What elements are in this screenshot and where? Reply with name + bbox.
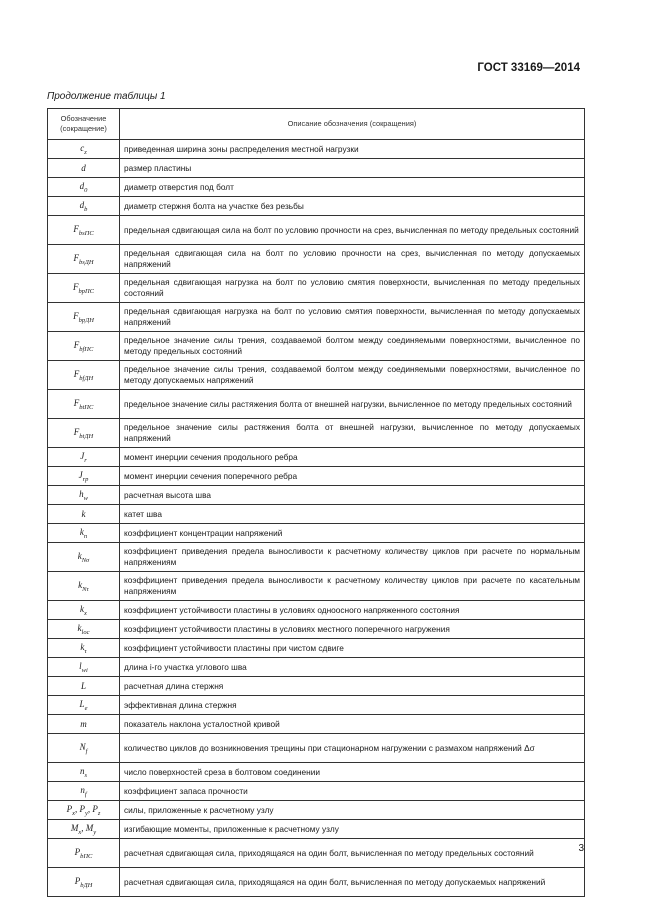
table-row (48, 715, 585, 734)
description-cell: коэффициент устойчивости пластины при чистом сдвиге (120, 639, 585, 658)
description-cell: коэффициент запаса прочности (120, 782, 585, 801)
document-code: ГОСТ 33169—2014 (477, 62, 580, 74)
description-cell: расчетная сдвигающая сила, приходящаяся на один болт, вычисленная по методу предельных состояний (120, 839, 585, 868)
table-row (48, 390, 585, 419)
symbol-cell: $F_{btДН}$ (48, 419, 120, 448)
description-cell: коэффициент приведения предела выносливости к расчетному количеству циклов при расчете по нормальным напряжениям (120, 543, 585, 572)
symbol-cell: $P_x$, $P_y$, $P_z$ (48, 801, 120, 820)
symbol-cell: $k_{loc}$ (48, 620, 120, 639)
description-cell: число поверхностей среза в болтовом соединении (120, 763, 585, 782)
description-cell: размер пластины (120, 159, 585, 178)
description-cell: расчетная высота шва (120, 486, 585, 505)
table-row (48, 486, 585, 505)
description-cell: предельное значение силы растяжения болта от внешней нагрузки, вычисленное по методу допускаемых напряжений (120, 419, 585, 448)
symbol-cell: $F_{btПС}$ (48, 390, 120, 419)
table-row (48, 696, 585, 715)
symbol-cell: $l_{wi}$ (48, 658, 120, 677)
table-row (48, 140, 585, 159)
symbol-cell: $k_{N\sigma}$ (48, 543, 120, 572)
description-cell: диаметр отверстия под болт (120, 178, 585, 197)
description-cell: предельная сдвигающая нагрузка на болт по условию смятия поверхности, вычисленная по методу допускаемых напряжений (120, 303, 585, 332)
symbol-cell: $F_{bpПС}$ (48, 274, 120, 303)
symbol-cell: L (48, 677, 120, 696)
table-row (48, 197, 585, 216)
table-row (48, 677, 585, 696)
description-cell: предельная сдвигающая сила на болт по условию прочности на срез, вычисленная по методу допускаемых напряжений (120, 245, 585, 274)
table-row (48, 467, 585, 486)
description-cell: коэффициент концентрации напряжений (120, 524, 585, 543)
symbol-cell: $n_s$ (48, 763, 120, 782)
table-row (48, 216, 585, 245)
table-row (48, 820, 585, 839)
description-cell: силы, приложенные к расчетному узлу (120, 801, 585, 820)
table-row (48, 543, 585, 572)
symbol-cell: $k_n$ (48, 524, 120, 543)
symbol-cell: $M_x$, $M_y$ (48, 820, 120, 839)
description-cell: катет шва (120, 505, 585, 524)
page-number: 3 (578, 843, 584, 854)
table-row (48, 419, 585, 448)
symbol-cell: $F_{bsПС}$ (48, 216, 120, 245)
symbol-cell: $h_w$ (48, 486, 120, 505)
description-cell: предельная сдвигающая сила на болт по условию прочности на срез, вычисленная по методу предельных состояний (120, 216, 585, 245)
table-row (48, 868, 585, 897)
table-row (48, 763, 585, 782)
description-cell: момент инерции сечения продольного ребра (120, 448, 585, 467)
table-row (48, 601, 585, 620)
symbol-cell: $J_{rp}$ (48, 467, 120, 486)
symbol-cell: $P_{bПС}$ (48, 839, 120, 868)
description-cell: предельное значение силы трения, создаваемой болтом между соединяемыми поверхностями, вычисленное по методу предельных состояний (120, 332, 585, 361)
description-cell: диаметр стержня болта на участке без резьбы (120, 197, 585, 216)
symbol-cell: $d_b$ (48, 197, 120, 216)
description-cell: момент инерции сечения поперечного ребра (120, 467, 585, 486)
table-row (48, 178, 585, 197)
table-row (48, 639, 585, 658)
table-row (48, 734, 585, 763)
symbol-cell: $n_f$ (48, 782, 120, 801)
symbol-cell: $k_x$ (48, 601, 120, 620)
description-column-header: Описание обозначения (сокращения) (120, 109, 585, 140)
symbol-cell: $P_{bДН}$ (48, 868, 120, 897)
table-row (48, 159, 585, 178)
table-row (48, 839, 585, 868)
description-cell: коэффициент приведения предела выносливости к расчетному количеству циклов при расчете по касательным напряжениям (120, 572, 585, 601)
table-row (48, 505, 585, 524)
symbol-cell: $c_z$ (48, 140, 120, 159)
table-row (48, 303, 585, 332)
table-row (48, 620, 585, 639)
symbol-cell: k (48, 505, 120, 524)
symbol-cell: m (48, 715, 120, 734)
description-cell: расчетная длина стержня (120, 677, 585, 696)
description-cell: показатель наклона усталостной кривой (120, 715, 585, 734)
symbol-cell: $L_e$ (48, 696, 120, 715)
description-cell: расчетная сдвигающая сила, приходящаяся на один болт, вычисленная по методу допускаемых напряжений (120, 868, 585, 897)
symbol-cell: $J_r$ (48, 448, 120, 467)
symbol-cell: $N_f$ (48, 734, 120, 763)
symbols-table (47, 108, 585, 897)
table-row (48, 274, 585, 303)
description-cell: изгибающие моменты, приложенные к расчетному узлу (120, 820, 585, 839)
table-row (48, 245, 585, 274)
symbol-cell: d (48, 159, 120, 178)
description-cell: коэффициент устойчивости пластины в условиях одноосного напряженного состояния (120, 601, 585, 620)
table-row (48, 658, 585, 677)
description-cell: количество циклов до возникновения трещины при стационарном нагружении с размахом напряжений Δσ (120, 734, 585, 763)
symbol-cell: $k_\tau$ (48, 639, 120, 658)
table-row (48, 572, 585, 601)
symbol-cell: $F_{bpДН}$ (48, 303, 120, 332)
description-cell: эффективная длина стержня (120, 696, 585, 715)
table-row (48, 782, 585, 801)
description-cell: приведенная ширина зоны распределения местной нагрузки (120, 140, 585, 159)
table-row (48, 448, 585, 467)
description-cell: предельная сдвигающая нагрузка на болт по условию смятия поверхности, вычисленная по методу предельных состояний (120, 274, 585, 303)
symbol-cell: $F_{bsДН}$ (48, 245, 120, 274)
description-cell: коэффициент устойчивости пластины в условиях местного поперечного нагружения (120, 620, 585, 639)
table-row (48, 361, 585, 390)
symbol-cell: $d_0$ (48, 178, 120, 197)
description-cell: длина i-го участка углового шва (120, 658, 585, 677)
symbol-cell: $k_{N\tau}$ (48, 572, 120, 601)
table-header-row (48, 109, 585, 140)
table-caption: Продолжение таблицы 1 (47, 91, 166, 102)
table-row (48, 524, 585, 543)
table-row (48, 801, 585, 820)
description-cell: предельное значение силы трения, создаваемой болтом между соединяемыми поверхностями, вычисленное по методу допускаемых напряжений (120, 361, 585, 390)
symbol-cell: $F_{bfПС}$ (48, 332, 120, 361)
symbol-cell: $F_{bfДН}$ (48, 361, 120, 390)
description-cell: предельное значение силы растяжения болта от внешней нагрузки, вычисленное по методу предельных состояний (120, 390, 585, 419)
symbol-column-header: Обозначение (сокращение) (48, 109, 120, 140)
table-row (48, 332, 585, 361)
